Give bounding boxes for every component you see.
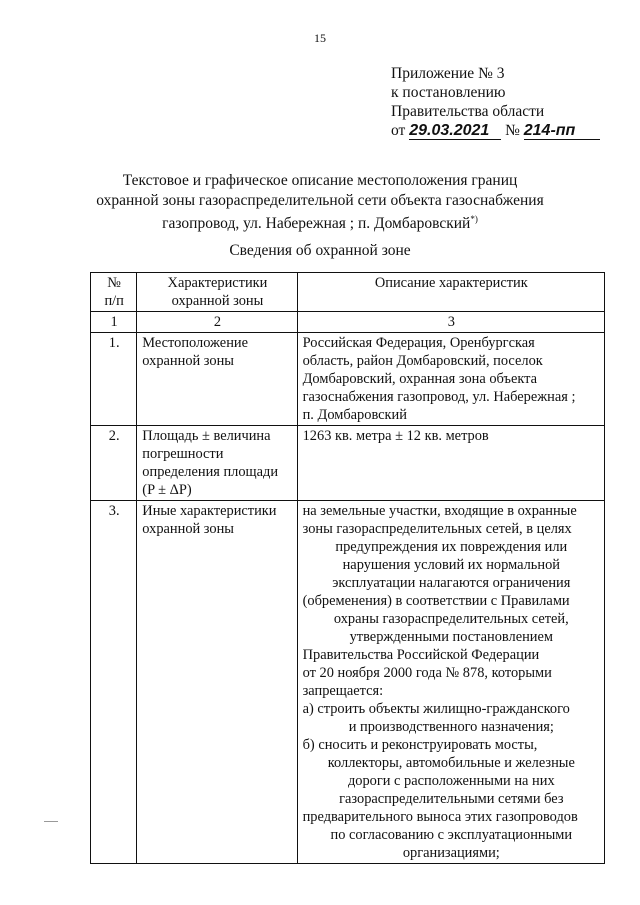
appendix-block (391, 64, 600, 140)
row-characteristic: Местоположение охранной зоны (137, 333, 297, 426)
row-characteristic: Иные характеристики охранной зоны (137, 501, 297, 864)
column-number: 1 (91, 312, 137, 333)
title-line: Текстовое и графическое описание местоположения границ (122, 172, 518, 189)
header-cell-number: № п/п (91, 273, 137, 312)
column-number-row (91, 312, 605, 333)
from-label: от (391, 122, 406, 139)
header-cell-description: Описание характеристик (297, 273, 604, 312)
document-title (0, 171, 640, 234)
handwritten-date: 29.03.2021 (409, 123, 501, 140)
header-cell-characteristic: Характеристики охранной зоны (137, 273, 297, 312)
page-number: 15 (314, 31, 326, 45)
row-description: Российская Федерация, Оренбургская область, район Домбаровский, поселок Домбаровский, охранная зона объекта газоснабжения газопровод, ул. Набережная ; п. Домбаровский (297, 333, 604, 426)
appendix-date-line (391, 121, 600, 140)
title-line: газопровод, ул. Набережная ; п. Домбаровский*) (162, 214, 478, 233)
section-title: Сведения об охранной зоне (229, 242, 411, 259)
margin-mark (44, 821, 58, 822)
table-row (91, 333, 605, 426)
appendix-line: к постановлению (391, 84, 506, 101)
row-description: на земельные участки, входящие в охранные зоны газораспределительных сетей, в целях предупреждения их повреждения или нарушения условий их нормальной эксплуатации налагаются ограничения (обременения) в соответствии с Правилами охраны газораспределительных сетей, утвержденными постановлением Правительства Российской Федерации от 20 ноября 2000 года № 878, которыми запрещается: а) строить объекты жилищно-гражданского и производственного назначения; б) сносить и реконструировать мосты, коллекторы, автомобильные и железные дороги с расположенными на них газораспределительными сетями без предварительного выноса этих газопроводов по согласованию с эксплуатационными организациями; (297, 501, 604, 864)
row-number: 2. (91, 426, 137, 501)
handwritten-number: 214-пп (524, 123, 600, 140)
row-characteristic: Площадь ± величина погрешности определения площади (P ± ΔP) (137, 426, 297, 501)
row-description: 1263 кв. метра ± 12 кв. метров (297, 426, 604, 501)
title-line: охранной зоны газораспределительной сети объекта газоснабжения (96, 191, 544, 209)
appendix-line: Приложение № 3 (391, 65, 505, 82)
zone-info-table (90, 272, 605, 864)
row-number: 3. (91, 501, 137, 864)
number-label: № (505, 122, 520, 139)
column-number: 3 (297, 312, 604, 333)
footnote-mark: *) (470, 214, 478, 224)
table-header-row (91, 273, 605, 312)
table-row (91, 426, 605, 501)
appendix-line: Правительства области (391, 103, 545, 120)
table-row (91, 501, 605, 864)
column-number: 2 (137, 312, 297, 333)
row-number: 1. (91, 333, 137, 426)
